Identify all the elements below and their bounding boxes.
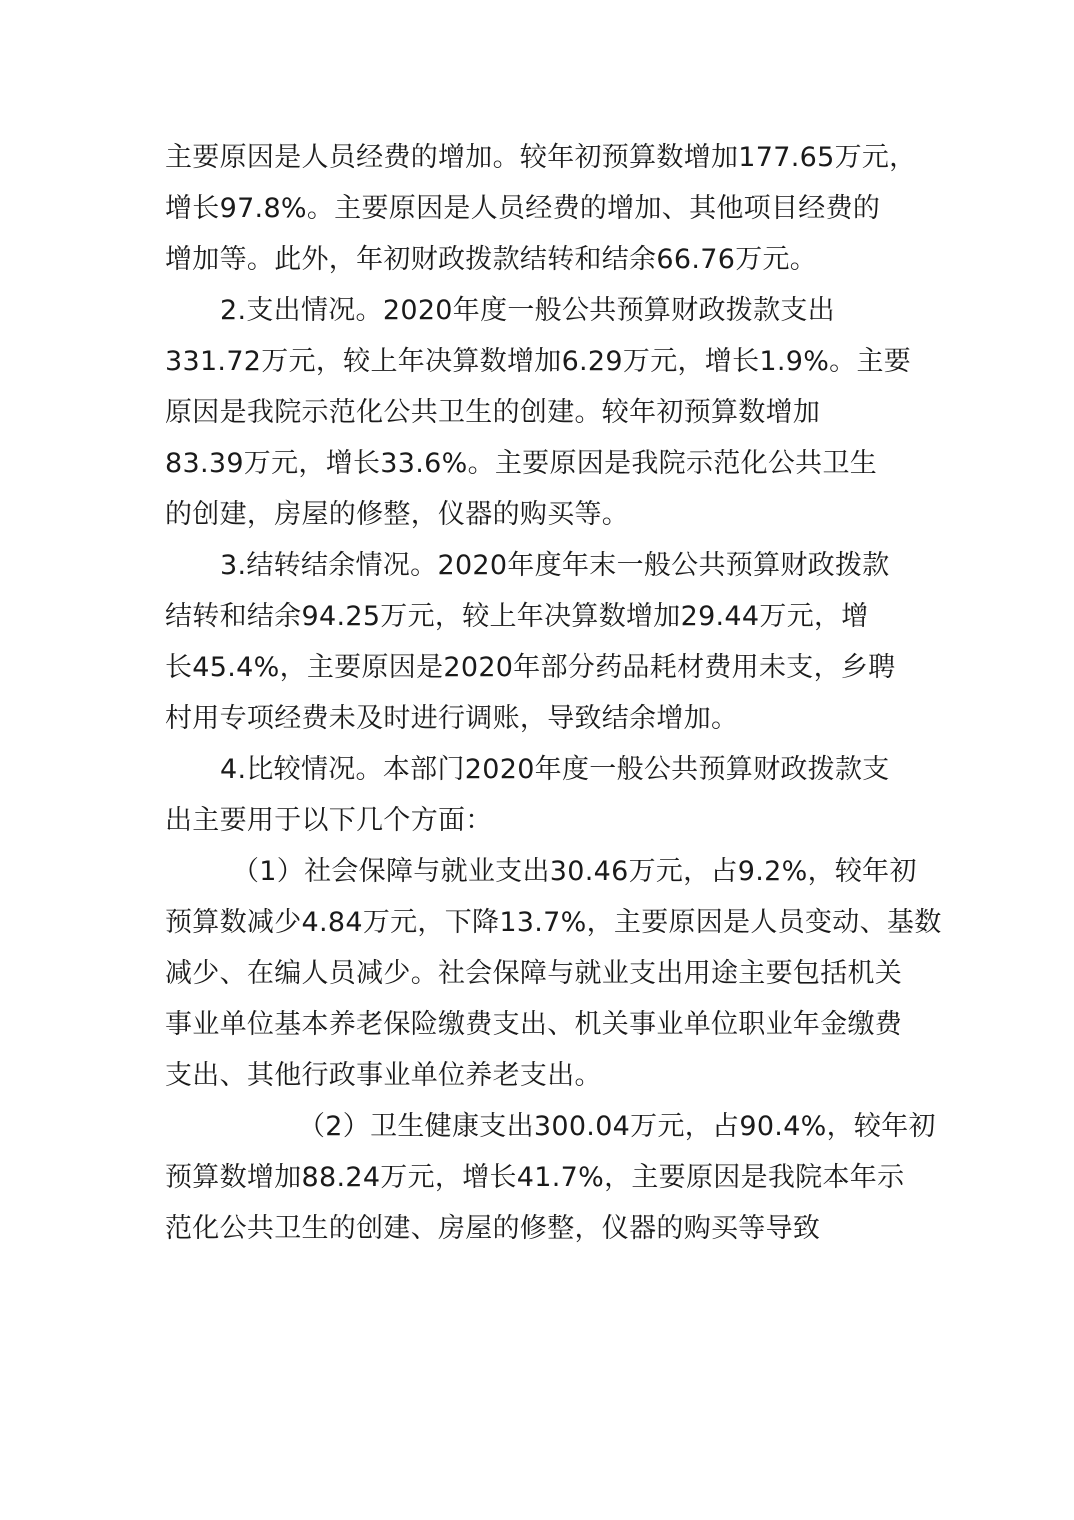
- text-line: 83.39万元，增长33.6%。主要原因是我院示范化公共卫生: [165, 448, 878, 479]
- text-line: 事业单位基本养老保险缴费支出、机关事业单位职业年金缴费: [165, 1009, 903, 1040]
- text-line: 主要原因是人员经费的增加。较年初预算数增加177.65万元，: [165, 142, 917, 173]
- text-line: 的创建，房屋的修整，仪器的购买等。: [165, 499, 630, 530]
- text-line: 增加等。此外，年初财政拨款结转和结余66.76万元。: [165, 244, 818, 275]
- list-item-social-security: （1）社会保障与就业支出30.46万元，占9.2%，较年初: [232, 856, 917, 887]
- text-line: 331.72万元，较上年决算数增加6.29万元，增长1.9%。主要: [165, 346, 912, 377]
- paragraph-heading-carryover: 3.结转结余情况。2020年度年末一般公共预算财政拨款: [220, 550, 890, 581]
- list-item-health: （2）卫生健康支出300.04万元，占90.4%，较年初: [298, 1111, 936, 1142]
- text-line: 长45.4%，主要原因是2020年部分药品耗材费用未支，乡聘: [165, 652, 896, 683]
- paragraph-heading-comparison: 4.比较情况。本部门2020年度一般公共预算财政拨款支: [220, 754, 890, 785]
- text-line: 出主要用于以下几个方面：: [165, 805, 493, 836]
- text-line: 支出、其他行政事业单位养老支出。: [165, 1060, 602, 1091]
- text-line: 结转和结余94.25万元，较上年决算数增加29.44万元，增: [165, 601, 869, 632]
- text-line: 预算数增加88.24万元，增长41.7%，主要原因是我院本年示: [165, 1162, 905, 1193]
- text-line: 预算数减少4.84万元，下降13.7%，主要原因是人员变动、基数: [165, 907, 942, 938]
- text-line: 减少、在编人员减少。社会保障与就业支出用途主要包括机关: [165, 958, 903, 989]
- text-line: 范化公共卫生的创建、房屋的修整，仪器的购买等导致: [165, 1213, 821, 1244]
- text-line: 原因是我院示范化公共卫生的创建。较年初预算数增加: [165, 397, 821, 428]
- paragraph-heading-expenditure: 2.支出情况。2020年度一般公共预算财政拨款支出: [220, 295, 835, 326]
- text-line: 增长97.8%。主要原因是人员经费的增加、其他项目经费的: [165, 193, 881, 224]
- text-line: 村用专项经费未及时进行调账，导致结余增加。: [165, 703, 739, 734]
